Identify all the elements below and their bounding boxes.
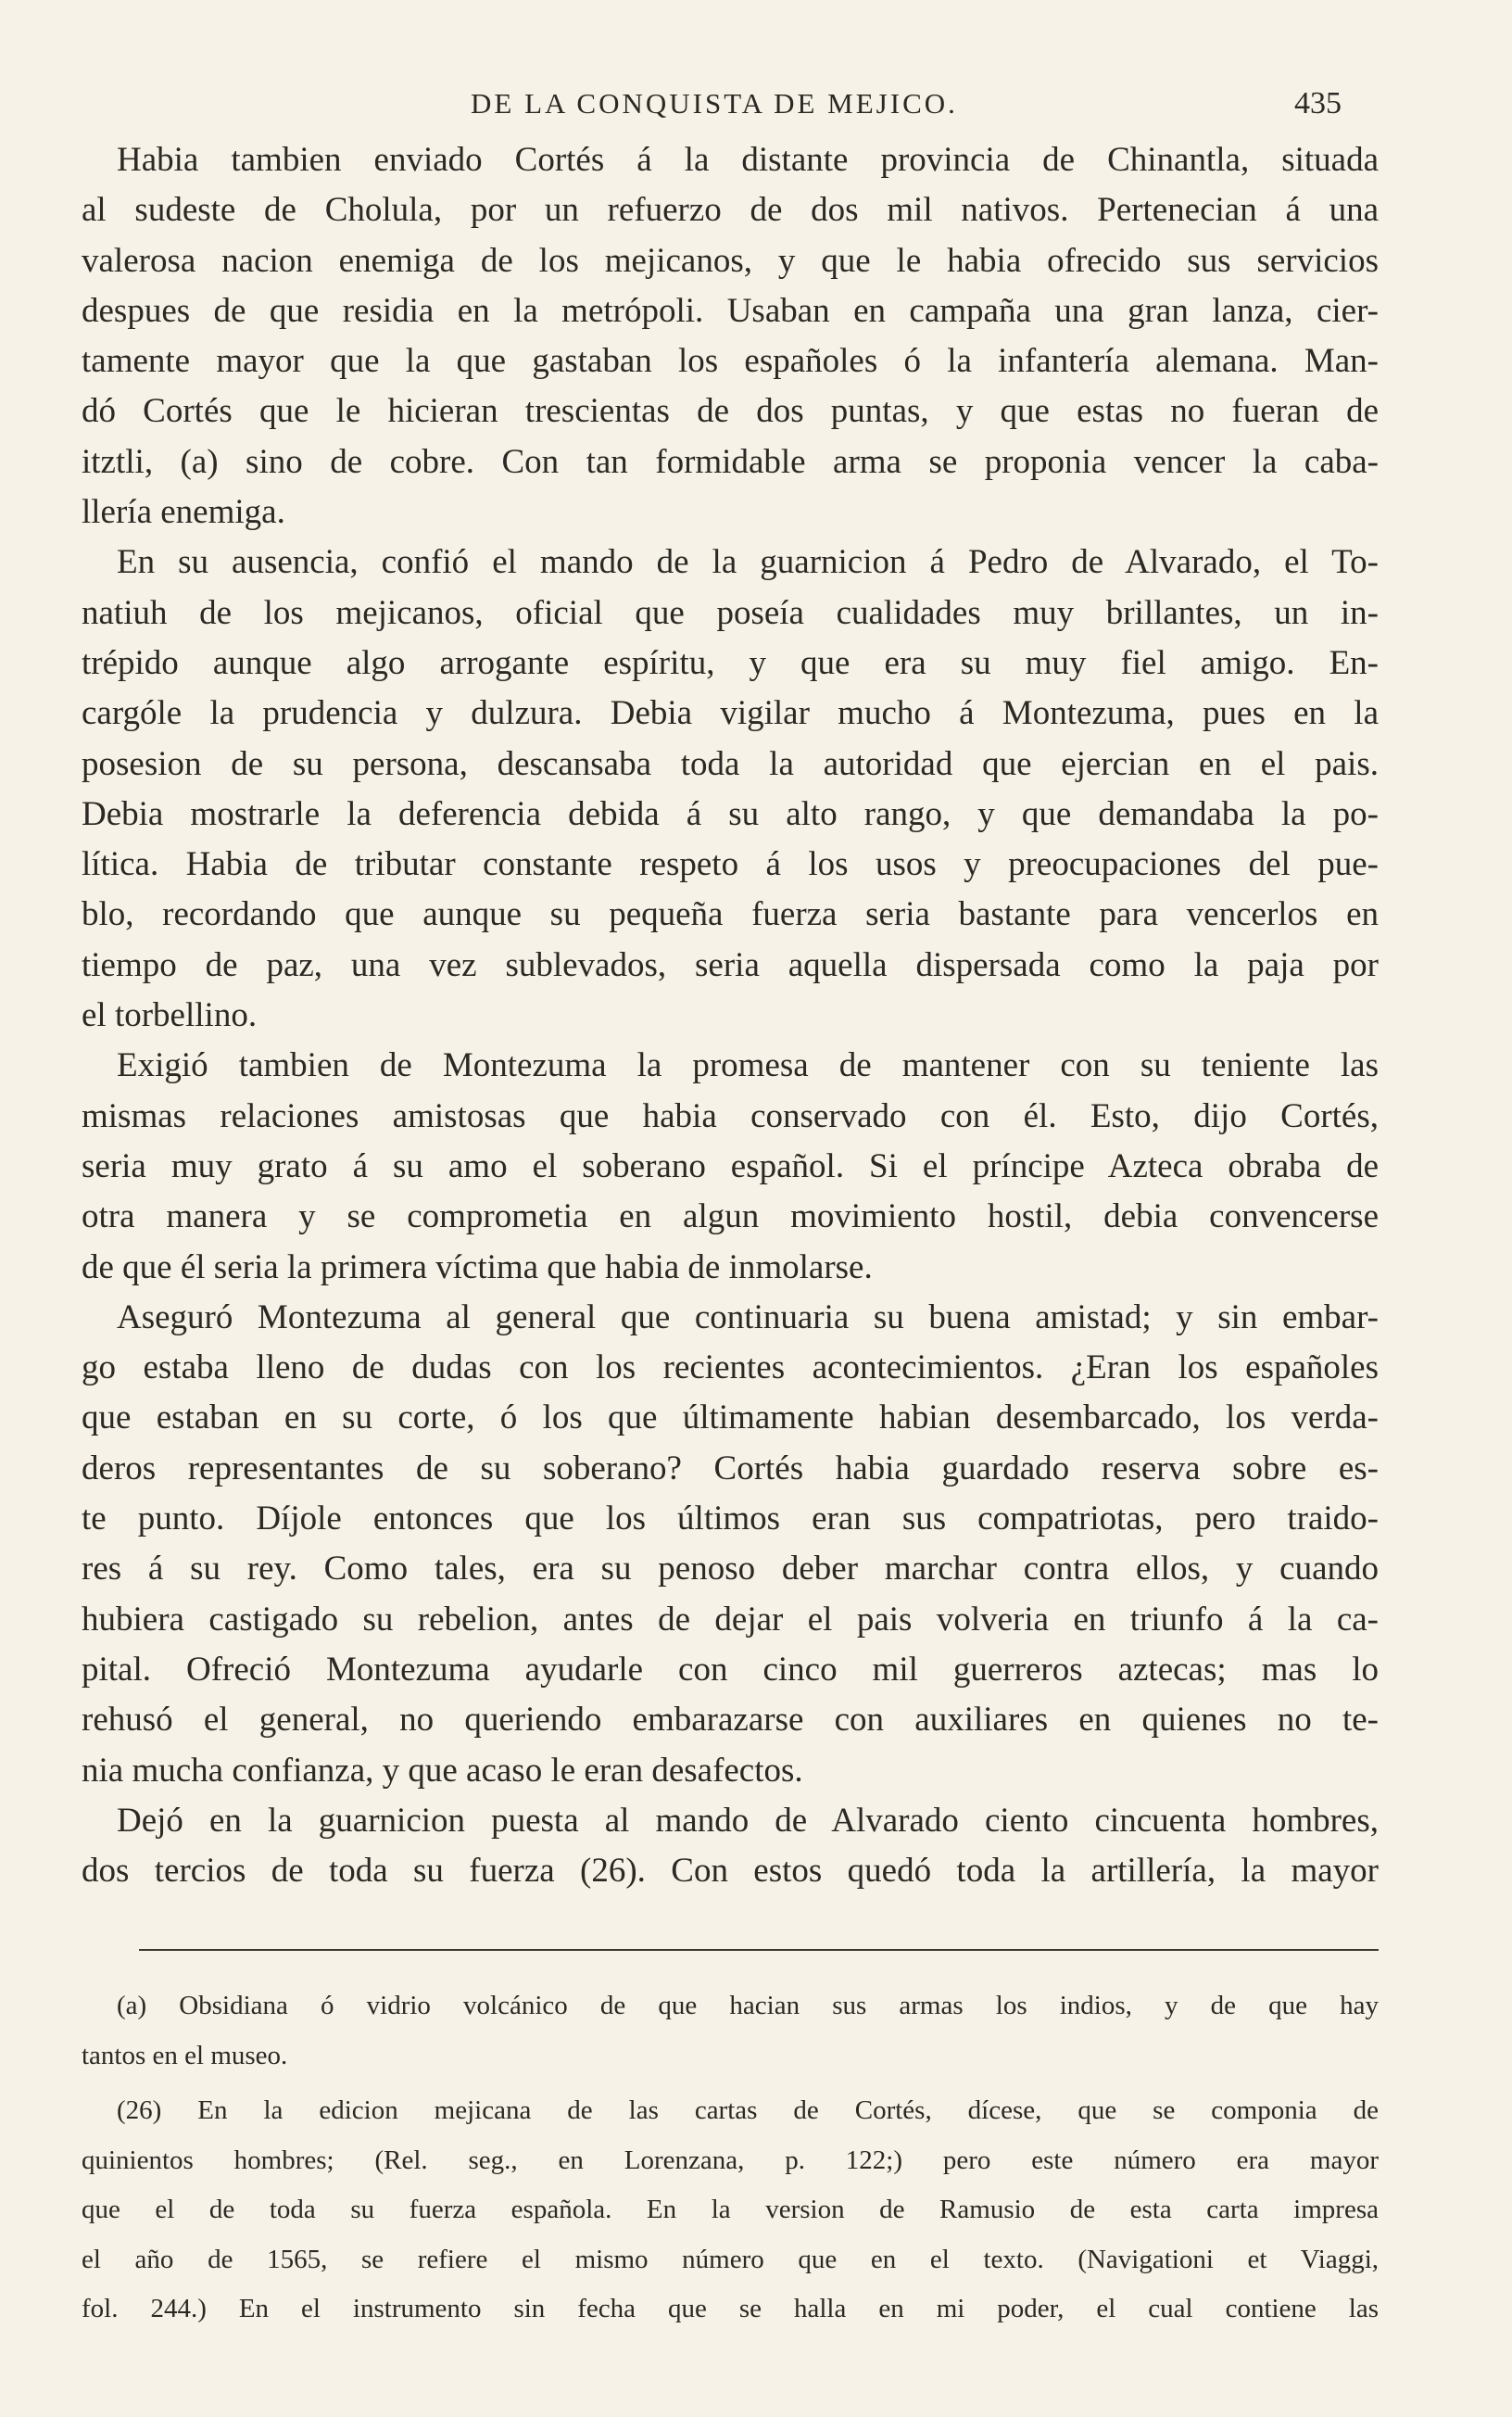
text-line: te punto. Díjole entonces que los últimos eran sus compatriotas, pero traido- <box>82 1500 1379 1538</box>
text-line: tiempo de paz, una vez sublevados, seria aquella dispersada como la paja por <box>82 945 1379 984</box>
text-line: res á su rey. Como tales, era su penoso deber marchar contra ellos, y cuando <box>82 1550 1379 1588</box>
text-line: dos tercios de toda su fuerza (26). Con estos quedó toda la artillería, la mayor <box>82 1852 1379 1891</box>
text-line: pital. Ofreció Montezuma ayudarle con cinco mil guerreros aztecas; mas lo <box>82 1650 1379 1689</box>
text-line: despues de que residia en la metrópoli. Usaban en campaña una gran lanza, cier- <box>82 291 1379 330</box>
text-line: valerosa nacion enemiga de los mejicanos, y que le habia ofrecido sus servicios <box>82 241 1379 280</box>
text-line: seria muy grato á su amo el soberano español. Si el príncipe Azteca obraba de <box>82 1146 1379 1185</box>
text-line: al sudeste de Cholula, por un refuerzo de dos mil nativos. Pertenecian á una <box>82 191 1379 230</box>
text-line: Exigió tambien de Montezuma la promesa de mantener con su teniente las <box>117 1046 1379 1085</box>
text-line: go estaba lleno de dudas con los recientes acontecimientos. ¿Eran los españoles <box>82 1348 1379 1387</box>
text-line: otra manera y se comprometia en algun movimiento hostil, debia convencerse <box>82 1197 1379 1236</box>
text-line: natiuh de los mejicanos, oficial que poseía cualidades muy brillantes, un in- <box>82 593 1379 632</box>
text-line: Aseguró Montezuma al general que continuaria su buena amistad; y sin embar- <box>117 1297 1379 1336</box>
footnote-line: (26) En la edicion mejicana de las cartas de Cortés, dícese, que se componia de <box>117 2095 1379 2125</box>
body-text <box>82 135 1379 1896</box>
text-line: Debia mostrarle la deferencia debida á su alto rango, y que demandaba la po- <box>82 794 1379 833</box>
running-head <box>0 85 1512 132</box>
footnotes <box>82 1981 1379 2335</box>
text-line: de que él seria la primera víctima que habia de inmolarse. <box>82 1247 873 1286</box>
text-line: blo, recordando que aunque su pequeña fuerza seria bastante para vencerlos en <box>82 895 1379 934</box>
text-line: trépido aunque algo arrogante espíritu, y que era su muy fiel amigo. En- <box>82 643 1379 682</box>
text-line: tamente mayor que la que gastaban los españoles ó la infantería alemana. Man- <box>82 342 1379 381</box>
text-line: En su ausencia, confió el mando de la guarnicion á Pedro de Alvarado, el To- <box>117 543 1379 582</box>
footnote-line: quinientos hombres; (Rel. seg., en Lorenzana, p. 122;) pero este número era mayor <box>82 2145 1379 2175</box>
text-line: que estaban en su corte, ó los que últimamente habian desembarcado, los verda- <box>82 1398 1379 1437</box>
footnote-line: (a) Obsidiana ó vidrio volcánico de que hacian sus armas los indios, y de que hay <box>117 1991 1379 2020</box>
text-line: deros representantes de su soberano? Cortés habia guardado reserva sobre es- <box>82 1449 1379 1487</box>
page-number: 435 <box>1294 86 1342 120</box>
text-line: cargóle la prudencia y dulzura. Debia vigilar mucho á Montezuma, pues en la <box>82 694 1379 733</box>
text-line: lítica. Habia de tributar constante respeto á los usos y preocupaciones del pue- <box>82 845 1379 884</box>
text-line: el torbellino. <box>82 996 258 1035</box>
text-line: dó Cortés que le hicieran trescientas de dos puntas, y que estas no fueran de <box>82 392 1379 431</box>
running-title: DE LA CONQUISTA DE MEJICO. <box>471 87 958 120</box>
text-line: rehusó el general, no queriendo embarazarse con auxiliares en quienes no te- <box>82 1701 1379 1740</box>
text-line: mismas relaciones amistosas que habia conservado con él. Esto, dijo Cortés, <box>82 1096 1379 1135</box>
footnote-line: que el de toda su fuerza española. En la version de Ramusio de esta carta impresa <box>82 2195 1379 2224</box>
text-line: posesion de su persona, descansaba toda la autoridad que ejercian en el pais. <box>82 744 1379 783</box>
footnote-line: el año de 1565, se refiere el mismo número que en el texto. (Navigationi et Viaggi, <box>82 2244 1379 2274</box>
text-line: llería enemiga. <box>82 493 285 532</box>
text-line: Dejó en la guarnicion puesta al mando de Alvarado ciento cincuenta hombres, <box>117 1801 1379 1840</box>
text-line: itztli, (a) sino de cobre. Con tan formidable arma se proponia vencer la caba- <box>82 442 1379 481</box>
text-line: nia mucha confianza, y que acaso le eran desafectos. <box>82 1751 803 1790</box>
footnote-line: fol. 244.) En el instrumento sin fecha que se halla en mi poder, el cual contiene las <box>82 2294 1379 2323</box>
text-line: hubiera castigado su rebelion, antes de dejar el pais volveria en triunfo á la ca- <box>82 1600 1379 1639</box>
footnote-line: tantos en el museo. <box>82 2040 288 2070</box>
text-line: Habia tambien enviado Cortés á la distante provincia de Chinantla, situada <box>117 141 1379 179</box>
footnote-rule <box>139 1949 1379 1951</box>
